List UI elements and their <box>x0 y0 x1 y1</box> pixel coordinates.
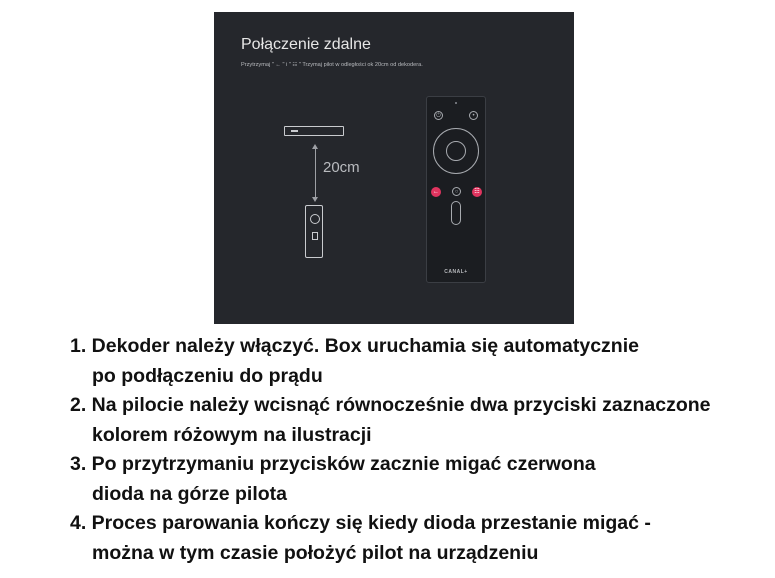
decoder-power-icon <box>310 214 320 224</box>
screen-hint: Przytrzymaj " ← " i " ☷ " Trzymaj pilot w odległości ok 20cm od dekodera. <box>241 62 423 68</box>
instruction-3-line-1: 3. Po przytrzymaniu przycisków zacznie migać czerwona <box>70 453 596 475</box>
remote-illustration <box>426 96 486 283</box>
instruction-1-line-1: 1. Dekoder należy włączyć. Box uruchamia się automatycznie <box>70 335 639 357</box>
decoder-front-illustration <box>305 205 323 258</box>
dpad-ring <box>433 128 479 174</box>
distance-line <box>315 148 316 198</box>
instruction-2-line-2: kolorem różowym na ilustracji <box>92 423 372 446</box>
instruction-2-line-1: 2. Na pilocie należy wcisnąć równocześnie dwa przyciski zaznaczone <box>70 394 711 416</box>
profile-icon: • <box>469 111 478 120</box>
setup-screen-illustration <box>214 12 574 324</box>
remote-brand: CANAL+ <box>444 269 468 275</box>
instruction-4-line-2: można w tym czasie położyć pilot na urządzeniu <box>92 541 539 564</box>
remote-led <box>455 102 457 104</box>
decoder-top-illustration <box>284 126 344 136</box>
instruction-3-line-2: dioda na górze pilota <box>92 482 288 505</box>
instruction-4-line-1: 4. Proces parowania kończy się kiedy dioda przestanie migać - <box>70 512 651 534</box>
ok-button <box>446 141 466 161</box>
arrow-down-icon <box>312 197 318 202</box>
back-arrow-icon: ← <box>433 189 439 195</box>
volume-rocker <box>451 201 461 225</box>
decoder-port <box>312 232 318 240</box>
home-icon: ○ <box>452 187 461 196</box>
distance-label: 20cm <box>323 159 360 176</box>
instructions-list <box>70 332 711 568</box>
power-icon: ⏻ <box>434 111 443 120</box>
menu-grid-icon: ☷ <box>472 187 482 197</box>
decoder-led <box>291 130 298 132</box>
screen-title: Połączenie zdalne <box>241 36 371 53</box>
instruction-1-line-2: po podłączeniu do prądu <box>92 364 323 387</box>
